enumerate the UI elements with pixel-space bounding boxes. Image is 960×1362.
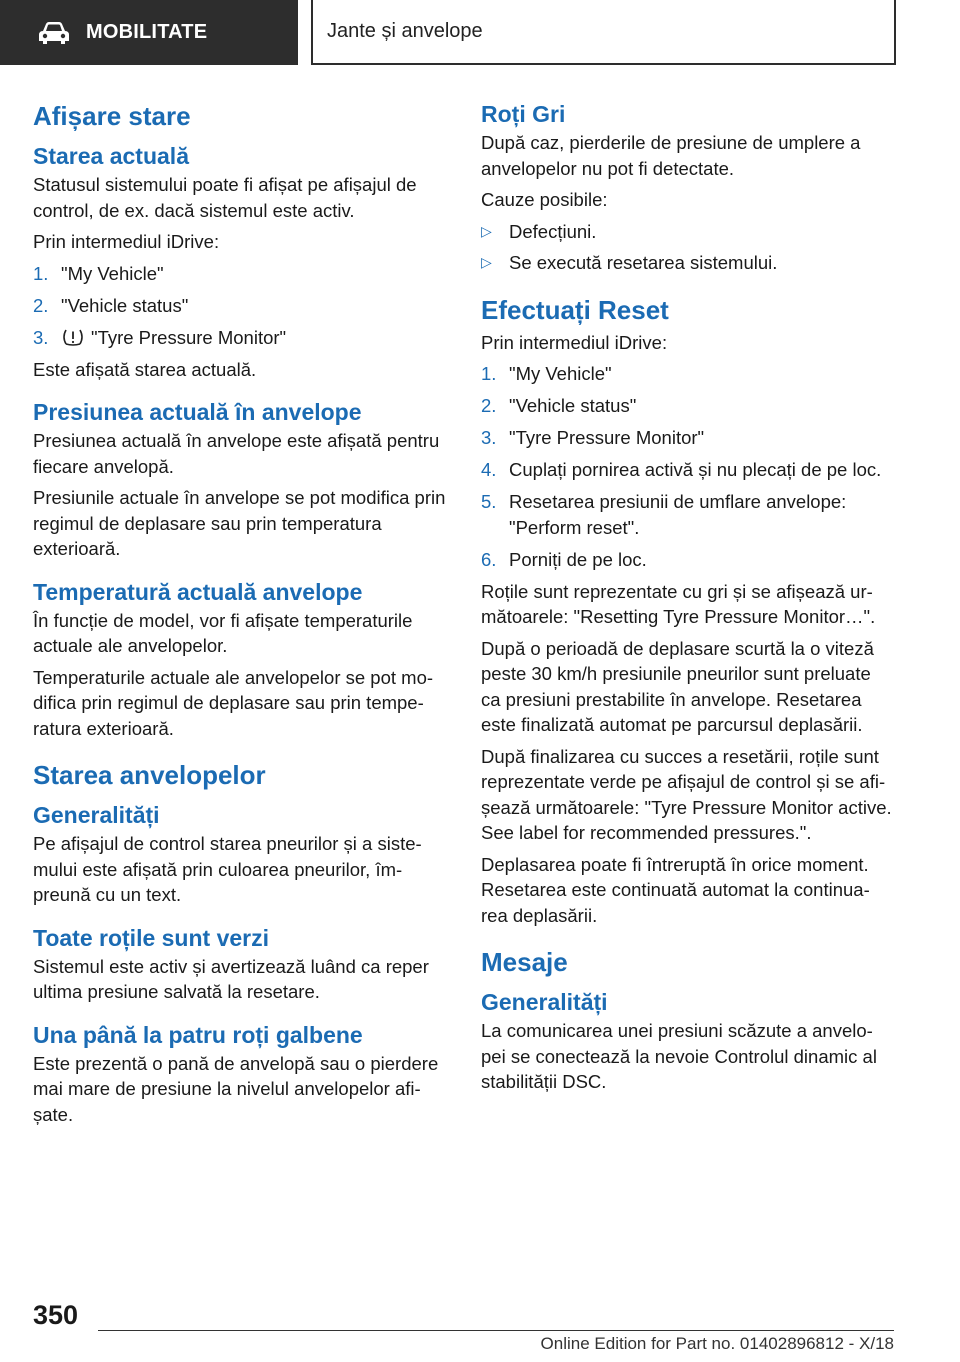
step-number: 6.: [481, 548, 497, 570]
cause-text: Defecțiuni.: [509, 220, 597, 242]
list-item: [33, 293, 447, 319]
paragraph-after-driving: După o perioadă de deplasare scurtă la o viteză peste 30 km/h presiunile pneurilor sunt preluate ca presiuni prestabilite în anvelope. Resetarea este finalizată automat pe parcursul deplasării.: [481, 637, 874, 735]
paragraph-idrive: Prin intermediul iDrive:: [33, 231, 220, 252]
list-item: [481, 250, 895, 276]
heading-general: Generalități: [33, 802, 160, 828]
heading-tyre-status: Starea anvelopelor: [33, 760, 266, 790]
step-text: "Vehicle status": [61, 294, 189, 316]
left-column: [33, 100, 447, 1133]
paragraph-pressure-1: Presiunea actuală în anvelope este afișată pentru fiecare anvelopă.: [33, 430, 440, 477]
paragraph-success: După finalizarea cu succes a resetării, roțile sunt reprezentate verde pe afișajul de control și se afi‐șează următoarele: "Tyre Pressure Monitor active. See label for recommended pressures.".: [481, 745, 892, 843]
steps-list-status: [33, 261, 447, 351]
paragraph-wheels-grey: Roțile sunt reprezentate cu gri și se afișează ur‐mătoarele: "Resetting Tyre Pressure Monitor…".: [481, 580, 876, 627]
list-item: [481, 489, 895, 540]
step-number: 3.: [481, 427, 497, 448]
heading-all-green: Toate roțile sunt verzi: [33, 924, 270, 951]
heading-yellow-wheels: Una până la patru roți galbene: [33, 1021, 363, 1048]
paragraph-state-shown: Este afișată starea actuală.: [33, 358, 257, 380]
heading-current-state: Starea actuală: [33, 143, 189, 169]
paragraph-pressure-2: Presiunile actuale în anvelope se pot modifica prin regimul de deplasare sau prin temperatura exterioară.: [33, 487, 446, 559]
step-number: 2.: [481, 395, 497, 416]
heading-perform-reset: Efectuați Reset: [481, 294, 669, 325]
page-number: 350: [33, 1300, 79, 1330]
heading-grey-wheels: Roți Gri: [481, 101, 566, 127]
section-tab: [0, 0, 298, 65]
paragraph-yellow-wheels: Este prezentă o pană de anvelopă sau o pierdere mai mare de presiune la nivelul anvelopelor afi‐șate.: [33, 1052, 439, 1125]
list-item: [33, 261, 447, 287]
step-number: 1.: [481, 363, 497, 384]
step-number: 4.: [481, 459, 497, 480]
steps-list-reset: [481, 361, 895, 572]
paragraph-interrupt: Deplasarea poate fi întreruptă în orice moment. Resetarea este continuată automat la continua‐rea deplasării.: [481, 853, 870, 926]
paragraph-causes: Cauze posibile:: [481, 189, 608, 210]
car-icon: [36, 21, 72, 45]
step-number: 2.: [33, 294, 49, 316]
right-column: [481, 100, 895, 1101]
causes-list: [481, 219, 895, 276]
paragraph-messages-general: La comunicarea unei presiuni scăzute a anvelo‐pei se conectează la nevoie Controlul dinamic al stabilității DSC.: [481, 1020, 877, 1092]
list-item: [33, 325, 447, 351]
list-item: [481, 457, 895, 483]
step-number: 1.: [33, 262, 49, 284]
list-item: [481, 547, 895, 573]
step-text: Cuplați pornirea activă și nu plecați de pe loc.: [509, 459, 882, 480]
list-item: [481, 425, 895, 451]
paragraph-idrive: Prin intermediul iDrive:: [481, 331, 668, 353]
paragraph-temperature-2: Temperaturile actuale ale anvelopelor se pot mo‐difica prin regimul de deplasare sau prin tempe‐ratura exterioară.: [33, 666, 434, 739]
paragraph-all-green: Sistemul este activ și avertizează luând ca reper ultima presiune salvată la resetare.: [33, 955, 429, 1002]
step-text: "Vehicle status": [509, 395, 637, 416]
step-text: Porniți de pe loc.: [509, 548, 647, 570]
list-item: [481, 361, 895, 387]
list-item: [481, 219, 895, 245]
list-item: [481, 393, 895, 419]
cause-text: Se execută resetarea sistemului.: [509, 252, 778, 273]
step-text: "My Vehicle": [509, 363, 612, 384]
paragraph-general: Pe afișajul de control starea pneurilor și a siste‐mului este afișată prin culoarea pneurilor, îm‐preună cu un text.: [33, 833, 422, 905]
heading-messages: Mesaje: [481, 947, 568, 977]
step-text: "Tyre Pressure Monitor": [91, 326, 287, 348]
heading-current-pressure: Presiunea actuală în anvelope: [33, 399, 362, 425]
heading-current-temperature: Temperatură actuală anvelope: [33, 578, 363, 605]
paragraph-current-state: Statusul sistemului poate fi afișat pe afișajul de control, de ex. dacă sistemul este activ.: [33, 174, 417, 221]
footer-divider: [98, 1330, 894, 1331]
tyre-pressure-warning-icon: [61, 328, 85, 346]
chapter-tab: [311, 0, 896, 65]
triangle-bullet-icon: ▷: [481, 222, 492, 239]
paragraph-grey-wheels: După caz, pierderile de presiune de umplere a anvelopelor nu pot fi detectate.: [481, 132, 861, 179]
heading-general: Generalități: [481, 989, 608, 1015]
chapter-title: Jante și anvelope: [327, 20, 483, 42]
paragraph-temperature-1: În funcție de model, vor fi afișate temperaturile actuale ale anvelopelor.: [33, 609, 413, 656]
edition-text: Online Edition for Part no. 01402896812 - X/18: [540, 1334, 894, 1353]
step-number: 3.: [33, 326, 49, 348]
section-title: MOBILITATE: [86, 21, 208, 43]
step-text: Resetarea presiunii de umflare anvelope: "Perform reset".: [509, 491, 847, 538]
heading-status-display: Afișare stare: [33, 101, 191, 131]
step-text: "My Vehicle": [61, 262, 164, 284]
triangle-bullet-icon: ▷: [481, 254, 492, 270]
step-number: 5.: [481, 491, 497, 512]
step-text: "Tyre Pressure Monitor": [509, 427, 705, 448]
